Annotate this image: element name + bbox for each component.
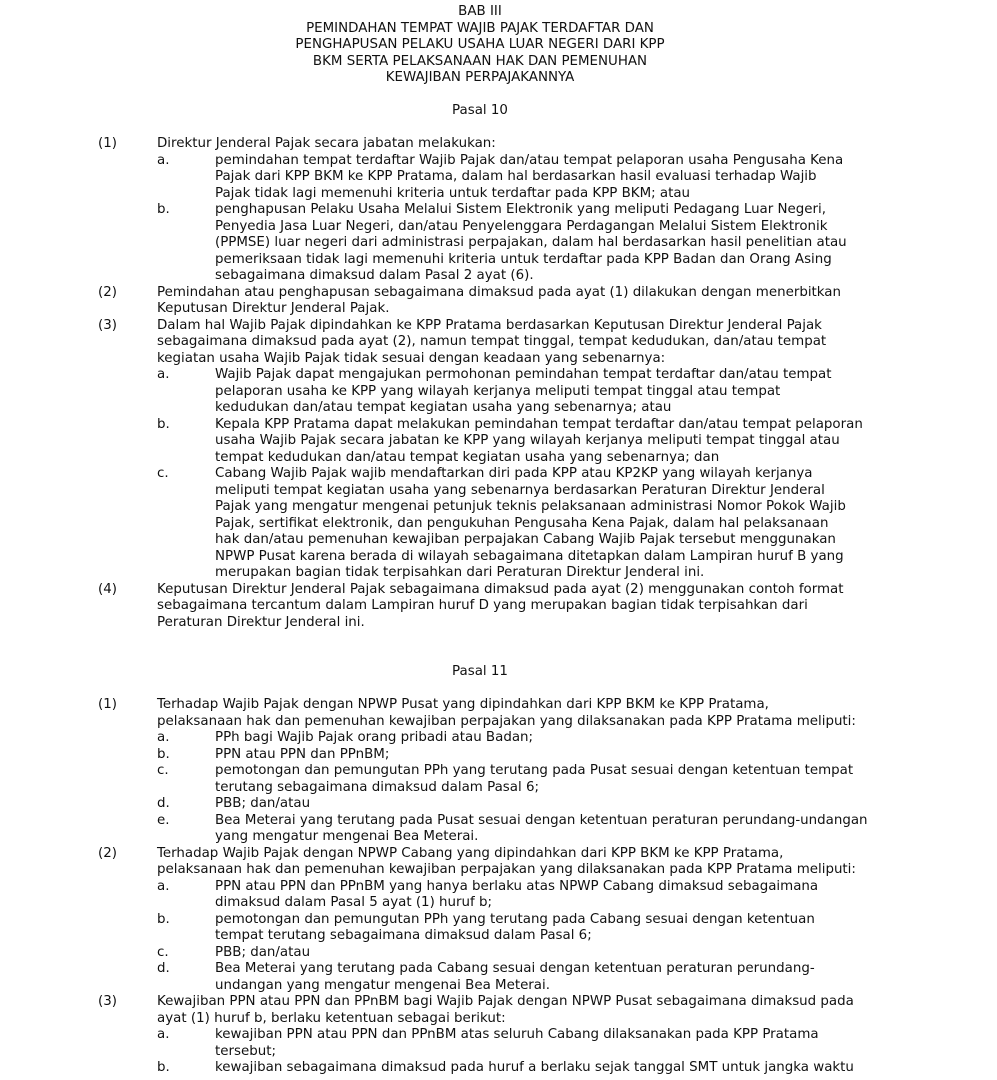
list-item-line bbox=[0, 829, 997, 846]
list-item bbox=[0, 153, 997, 203]
list-item-text: Pajak dari KPP BKM ke KPP Pratama, dalam hal berdasarkan hasil evaluasi terhadap Wajib bbox=[215, 169, 817, 184]
list-item-text: yang mengatur mengenai Bea Meterai. bbox=[215, 829, 479, 844]
list-item-line bbox=[0, 763, 997, 780]
list-item-line bbox=[0, 186, 997, 203]
paragraph bbox=[0, 994, 997, 1077]
list-item bbox=[0, 912, 997, 945]
list-item bbox=[0, 747, 997, 764]
paragraph bbox=[0, 846, 997, 995]
list-item-label: b. bbox=[157, 746, 170, 762]
list-item-line bbox=[0, 978, 997, 995]
chapter-heading: BAB III bbox=[458, 4, 502, 19]
list-item-text: Cabang Wajib Pajak wajib mendaftarkan diri pada KPP atau KP2KP yang wilayah kerjanya bbox=[215, 466, 813, 481]
list-item-text: Bea Meterai yang terutang pada Cabang sesuai dengan ketentuan peraturan perundang- bbox=[215, 961, 815, 976]
spacer bbox=[0, 631, 997, 664]
list-item-line bbox=[0, 895, 997, 912]
list-item bbox=[0, 417, 997, 467]
paragraph-line bbox=[0, 351, 997, 368]
list-item-line bbox=[0, 549, 997, 566]
list-item-line bbox=[0, 417, 997, 434]
paragraph-text: Peraturan Direktur Jenderal ini. bbox=[157, 614, 365, 630]
list-item-text: hak dan/atau pemenuhan kewajiban perpajakan Cabang Wajib Pajak tersebut menggunakan bbox=[215, 532, 836, 547]
list-item-text: merupakan bagian tidak terpisahkan dari Peraturan Direktur Jenderal ini. bbox=[215, 565, 705, 580]
paragraph-text: kegiatan usaha Wajib Pajak tidak sesuai dengan keadaan yang sebenarnya: bbox=[157, 350, 666, 366]
paragraph-text: Keputusan Direktur Jenderal Pajak. bbox=[157, 301, 390, 316]
list-item bbox=[0, 763, 997, 796]
paragraph-number: (4) bbox=[98, 581, 117, 597]
list-item-line bbox=[0, 400, 997, 417]
list-item-line bbox=[0, 813, 997, 830]
list-item-text: meliputi tempat kegiatan usaha yang sebenarnya berdasarkan Peraturan Direktur Jenderal bbox=[215, 482, 825, 498]
list-item bbox=[0, 466, 997, 582]
list-item-text: PBB; dan/atau bbox=[215, 944, 311, 960]
list-item-text: PPN atau PPN dan PPnBM yang hanya berlaku atas NPWP Cabang dimaksud sebagaimana bbox=[215, 878, 819, 894]
paragraph bbox=[0, 318, 997, 582]
list-item-line bbox=[0, 945, 997, 962]
chapter-title-line: PEMINDAHAN TEMPAT WAJIB PAJAK TERDAFTAR DAN bbox=[306, 20, 654, 36]
list-item-label: a. bbox=[157, 367, 170, 382]
list-item-text: NPWP Pusat karena berada di wilayah sebagaimana ditetapkan dalam Lampiran huruf B yang bbox=[215, 548, 844, 564]
list-item-line bbox=[0, 1027, 997, 1044]
paragraph-number: (1) bbox=[98, 697, 117, 712]
list-item-label: a. bbox=[157, 1027, 170, 1042]
article-title: Pasal 10 bbox=[452, 103, 508, 118]
list-item-line bbox=[0, 499, 997, 516]
list-item-text: Penyedia Jasa Luar Negeri, dan/atau Penyelenggara Perdagangan Melalui Sistem Elektronik bbox=[215, 218, 828, 234]
paragraph-number: (3) bbox=[98, 317, 117, 333]
paragraph-line bbox=[0, 582, 997, 599]
articles bbox=[0, 87, 997, 1077]
list-item bbox=[0, 367, 997, 417]
paragraph-number: (2) bbox=[98, 845, 117, 861]
paragraph-line bbox=[0, 846, 997, 863]
paragraph-text: Keputusan Direktur Jenderal Pajak sebagaimana dimaksud pada ayat (2) menggunakan contoh format bbox=[157, 581, 844, 597]
paragraph-text: Pemindahan atau penghapusan sebagaimana dimaksud pada ayat (1) dilakukan dengan menerbitkan bbox=[157, 284, 842, 300]
paragraph-line bbox=[0, 136, 997, 153]
list-item-text: dimaksud dalam Pasal 5 ayat (1) huruf b; bbox=[215, 895, 493, 910]
list-item-line bbox=[0, 912, 997, 929]
paragraph-number: (3) bbox=[98, 994, 117, 1009]
list-item-text: Pajak yang mengatur mengenai petunjuk teknis pelaksanaan administrasi Nomor Pokok Wajib bbox=[215, 499, 846, 514]
chapter-title bbox=[0, 21, 997, 87]
list-item-text: kewajiban sebagaimana dimaksud pada huruf a berlaku sejak tanggal SMT untuk jangka waktu bbox=[215, 1060, 854, 1075]
list-item-text: tempat kedudukan dan/atau tempat kegiatan usaha yang sebenarnya; dan bbox=[215, 449, 720, 465]
paragraph bbox=[0, 697, 997, 846]
list-item-line bbox=[0, 928, 997, 945]
list-item-line bbox=[0, 780, 997, 797]
paragraph-line bbox=[0, 697, 997, 714]
list-item-text: penghapusan Pelaku Usaha Melalui Sistem Elektronik yang meliputi Pedagang Luar Negeri, bbox=[215, 202, 826, 217]
list-item bbox=[0, 879, 997, 912]
paragraph-text: Kewajiban PPN atau PPN dan PPnBM bagi Wajib Pajak dengan NPWP Pusat sebagaimana dimaksud pada bbox=[157, 994, 854, 1009]
paragraph-number: (1) bbox=[98, 136, 117, 151]
list-item-line bbox=[0, 1060, 997, 1077]
paragraph-text: pelaksanaan hak dan pemenuhan kewajiban perpajakan yang dilaksanakan pada KPP Pratama meliputi: bbox=[157, 862, 856, 877]
document-page bbox=[0, 4, 997, 1077]
spacer bbox=[0, 681, 997, 698]
list-item-text: pemotongan dan pemungutan PPh yang terutang pada Pusat sesuai dengan ketentuan tempat bbox=[215, 763, 854, 778]
list-item-text: kewajiban PPN atau PPN dan PPnBM atas seluruh Cabang dilaksanakan pada KPP Pratama bbox=[215, 1027, 819, 1042]
list-item-text: undangan yang mengatur mengenai Bea Meterai. bbox=[215, 977, 550, 993]
paragraph bbox=[0, 285, 997, 318]
list-item-line bbox=[0, 565, 997, 582]
list-item-line bbox=[0, 252, 997, 269]
list-item-line bbox=[0, 384, 997, 401]
paragraph-line bbox=[0, 1011, 997, 1028]
spacer bbox=[0, 87, 997, 104]
list-item-text: pemotongan dan pemungutan PPh yang terutang pada Cabang sesuai dengan ketentuan bbox=[215, 911, 815, 927]
list-item-label: d. bbox=[157, 961, 170, 976]
list-item-label: a. bbox=[157, 730, 170, 745]
article bbox=[0, 87, 997, 632]
list-item-text: sebagaimana dimaksud dalam Pasal 2 ayat (6). bbox=[215, 268, 534, 283]
list-item-text: pemindahan tempat terdaftar Wajib Pajak dan/atau tempat pelaporan usaha Pengusaha Kena bbox=[215, 152, 844, 168]
list-item-text: tersebut; bbox=[215, 1043, 276, 1059]
paragraph bbox=[0, 136, 997, 285]
list-item-text: (PPMSE) luar negeri dari administrasi perpajakan, dalam hal berdasarkan hasil penelitian atau bbox=[215, 235, 847, 250]
list-item-line bbox=[0, 747, 997, 764]
list-item-text: pemeriksaan tidak lagi memenuhi kriteria untuk terdaftar pada KPP Badan dan Orang Asing bbox=[215, 251, 832, 267]
chapter-title-line: BKM SERTA PELAKSANAAN HAK DAN PEMENUHAN bbox=[312, 53, 648, 69]
list-item-label: d. bbox=[157, 796, 170, 811]
list-item-label: a. bbox=[157, 152, 170, 168]
list-item-text: kedudukan dan/atau tempat kegiatan usaha yang sebenarnya; atau bbox=[215, 400, 672, 415]
list-item-line bbox=[0, 516, 997, 533]
list-item-line bbox=[0, 1044, 997, 1061]
list-item-line bbox=[0, 235, 997, 252]
list-item-label: c. bbox=[157, 763, 169, 778]
list-item-line bbox=[0, 730, 997, 747]
list-item bbox=[0, 945, 997, 962]
list-item-text: Wajib Pajak dapat mengajukan permohonan pemindahan tempat terdaftar dan/atau tempat bbox=[215, 367, 832, 382]
spacer bbox=[0, 120, 997, 137]
list-item-line bbox=[0, 879, 997, 896]
list-item-line bbox=[0, 367, 997, 384]
list-item-text: pelaporan usaha ke KPP yang wilayah kerjanya meliputi tempat tinggal atau tempat bbox=[215, 383, 781, 399]
paragraph-line bbox=[0, 994, 997, 1011]
list-item-text: usaha Wajib Pajak secara jabatan ke KPP yang wilayah kerjanya meliputi tempat tinggal atau bbox=[215, 433, 840, 448]
list-item-line bbox=[0, 450, 997, 467]
paragraph-text: sebagaimana dimaksud pada ayat (2), namun tempat tinggal, tempat kedudukan, dan/atau tempat bbox=[157, 334, 827, 349]
paragraph-line bbox=[0, 301, 997, 318]
paragraph bbox=[0, 582, 997, 632]
paragraph-line bbox=[0, 334, 997, 351]
list-item bbox=[0, 1027, 997, 1060]
article-title: Pasal 11 bbox=[452, 664, 508, 679]
paragraph-line bbox=[0, 862, 997, 879]
list-item-label: b. bbox=[157, 911, 170, 927]
list-item-line bbox=[0, 169, 997, 186]
list-item-label: b. bbox=[157, 416, 170, 432]
list-item-label: a. bbox=[157, 878, 170, 894]
list-item-text: Kepala KPP Pratama dapat melakukan pemindahan tempat terdaftar dan/atau tempat pelaporan bbox=[215, 416, 863, 432]
paragraph-text: Direktur Jenderal Pajak secara jabatan melakukan: bbox=[157, 136, 496, 151]
list-item-line bbox=[0, 268, 997, 285]
list-item-line bbox=[0, 483, 997, 500]
paragraph-text: Terhadap Wajib Pajak dengan NPWP Cabang yang dipindahkan dari KPP BKM ke KPP Pratama, bbox=[157, 845, 784, 861]
list-item bbox=[0, 813, 997, 846]
list-item-line bbox=[0, 466, 997, 483]
list-item-text: PPN atau PPN dan PPnBM; bbox=[215, 746, 390, 762]
paragraph-line bbox=[0, 615, 997, 632]
paragraph-line bbox=[0, 714, 997, 731]
paragraph-number: (2) bbox=[98, 284, 117, 300]
list-item-text: PBB; dan/atau bbox=[215, 796, 311, 811]
paragraph-text: pelaksanaan hak dan pemenuhan kewajiban perpajakan yang dilaksanakan pada KPP Pratama meliputi: bbox=[157, 713, 856, 729]
list-item-line bbox=[0, 202, 997, 219]
chapter-title-line: KEWAJIBAN PERPAJAKANNYA bbox=[385, 70, 575, 85]
list-item-line bbox=[0, 219, 997, 236]
list-item bbox=[0, 796, 997, 813]
list-item bbox=[0, 961, 997, 994]
list-item-line bbox=[0, 961, 997, 978]
paragraph-line bbox=[0, 285, 997, 302]
article bbox=[0, 631, 997, 1077]
list-item-text: Pajak, sertifikat elektronik, dan pengukuhan Pengusaha Kena Pajak, dalam hal pelaksanaan bbox=[215, 515, 829, 531]
list-item bbox=[0, 202, 997, 285]
list-item-label: c. bbox=[157, 466, 169, 481]
list-item-text: terutang sebagaimana dimaksud dalam Pasal 6; bbox=[215, 779, 539, 795]
list-item-text: Bea Meterai yang terutang pada Pusat sesuai dengan ketentuan peraturan perundang-undangan bbox=[215, 812, 868, 828]
list-item bbox=[0, 1060, 997, 1077]
paragraph-text: Dalam hal Wajib Pajak dipindahkan ke KPP Pratama berdasarkan Keputusan Direktur Jenderal Pajak bbox=[157, 317, 822, 333]
chapter-title-line: PENGHAPUSAN PELAKU USAHA LUAR NEGERI DARI KPP bbox=[295, 37, 665, 52]
list-item-text: tempat terutang sebagaimana dimaksud dalam Pasal 6; bbox=[215, 928, 592, 943]
list-item-label: e. bbox=[157, 812, 170, 828]
list-item-label: b. bbox=[157, 202, 170, 217]
paragraph-text: Terhadap Wajib Pajak dengan NPWP Pusat yang dipindahkan dari KPP BKM ke KPP Pratama, bbox=[157, 697, 769, 712]
list-item-text: Pajak tidak lagi memenuhi kriteria untuk terdaftar pada KPP BKM; atau bbox=[215, 185, 691, 201]
list-item-line bbox=[0, 433, 997, 450]
paragraph-text: sebagaimana tercantum dalam Lampiran huruf D yang merupakan bagian tidak terpisahkan dari bbox=[157, 598, 808, 613]
list-item bbox=[0, 730, 997, 747]
list-item-text: PPh bagi Wajib Pajak orang pribadi atau Badan; bbox=[215, 730, 534, 745]
paragraph-text: ayat (1) huruf b, berlaku ketentuan sebagai berikut: bbox=[157, 1010, 506, 1026]
list-item-line bbox=[0, 153, 997, 170]
list-item-label: c. bbox=[157, 944, 169, 960]
paragraph-line bbox=[0, 598, 997, 615]
list-item-line bbox=[0, 532, 997, 549]
list-item-label: b. bbox=[157, 1060, 170, 1075]
list-item-line bbox=[0, 796, 997, 813]
paragraph-line bbox=[0, 318, 997, 335]
